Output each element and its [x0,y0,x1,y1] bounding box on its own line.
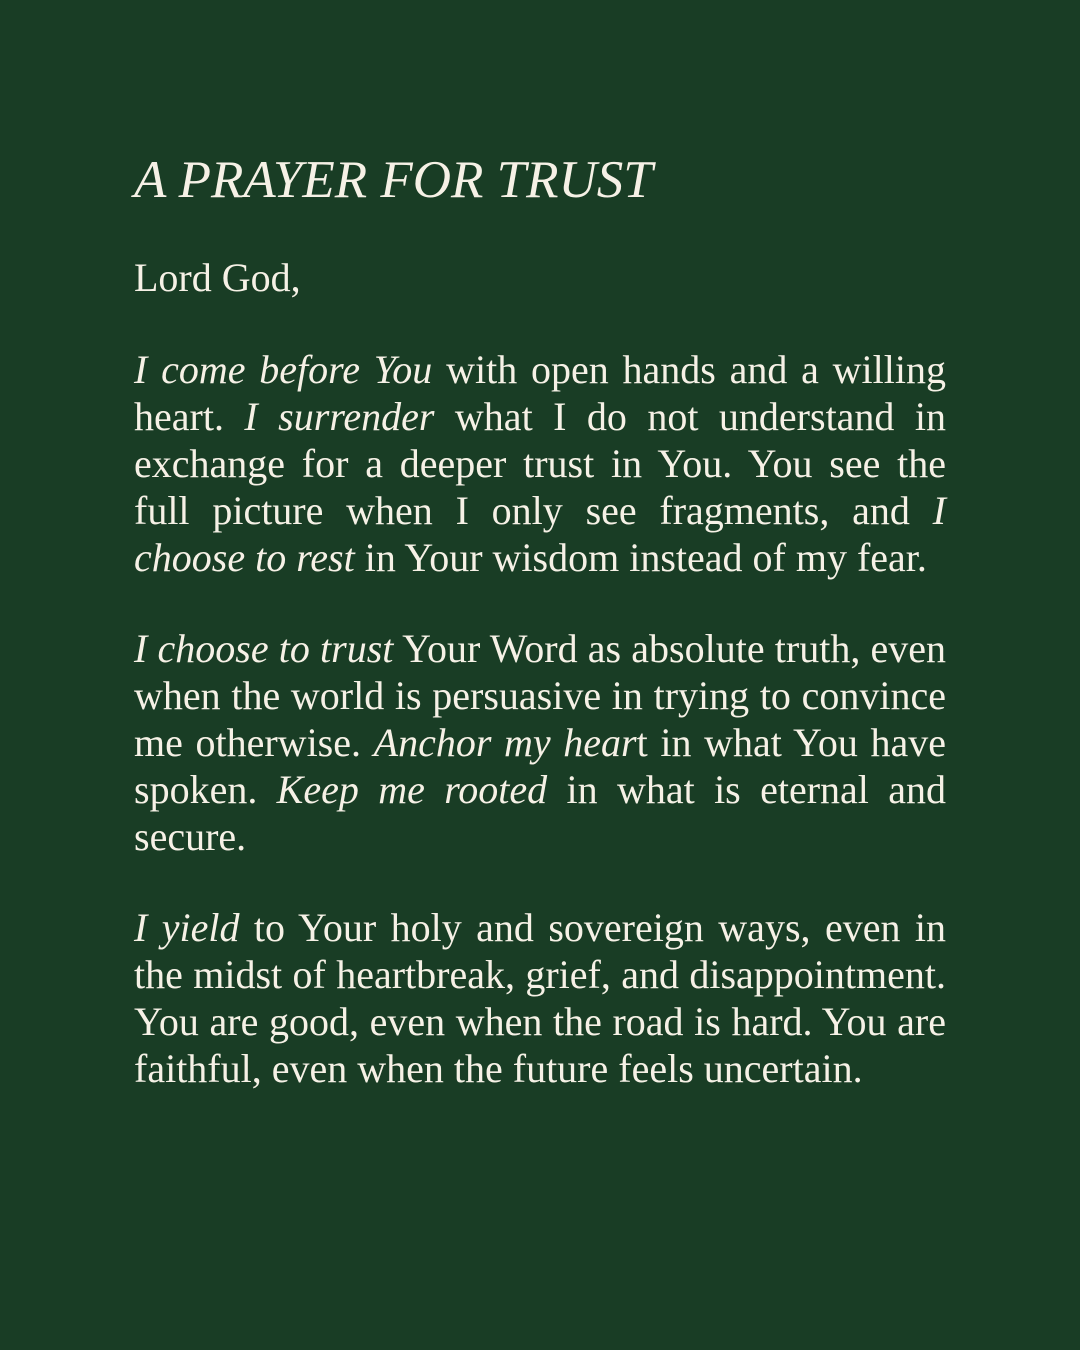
italic-phrase: I yield [134,905,240,950]
paragraph-text: in what is eternal and secure. [134,767,947,859]
prayer-paragraph [134,904,946,1092]
paragraph-text: what I do not understand in exchange for a deeper trust in You. You see the full picture when I only see fragments, and [134,394,946,533]
prayer-paragraph [134,625,946,860]
italic-phrase: Anchor my hear [373,720,637,765]
page-title: A PRAYER FOR TRUST [134,151,653,209]
paragraph-text: to Your holy and sovereign ways, even in the midst of heartbreak, grief, and disappointment. You are good, even when the road is hard. You are faithful, even when the future feels uncertain. [134,905,946,1091]
paragraph-text: with open hands and a willing heart. [134,347,946,439]
prayer-paragraph [134,346,946,581]
italic-phrase: I come before You [134,347,433,392]
italic-phrase: I choose to trust [134,626,394,671]
italic-phrase: I surrender [244,394,435,439]
prayer-content [134,150,946,1092]
italic-phrase: Keep me rooted [276,767,548,812]
italic-phrase: I choose to rest [134,488,946,580]
salutation: Lord God, [134,255,301,300]
paragraph-text: in Your wisdom instead of my fear. [354,535,927,580]
paragraph-text: t in what You have spoken. [134,720,947,812]
paragraph-text: Your Word as absolute truth, even when the world is persuasive in trying to convince me otherwise. [134,626,947,765]
prayer-body [134,346,946,1092]
